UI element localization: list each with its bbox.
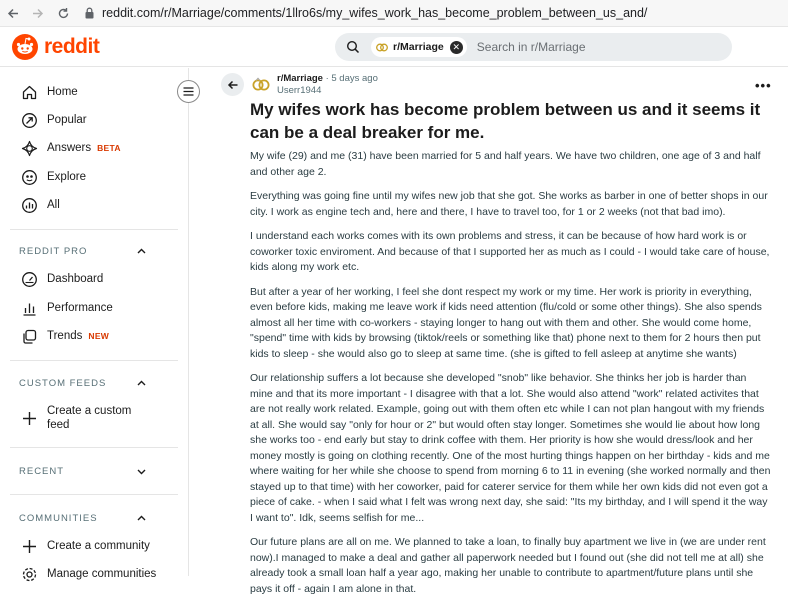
post-paragraph: Our future plans are all on me. We planned to take a loan, to finally buy apartment we live in (we are under rent now).I managed to make a deal and gather all paperwork needed but I found out (she did not tell me at all) she already took a small loan half a year ago, making her unable to contribute to apartment/future plans until she pays it off - again I am alone in that. [250,536,766,595]
sidebar-item-answers-text [47,142,121,154]
reddit-logo[interactable] [12,34,99,60]
arrow-left-icon [227,79,239,91]
create-custom-feed-label [47,404,131,432]
all-icon [21,197,38,214]
collapse-sidebar-button[interactable] [177,80,200,103]
create-custom-feed-line2: feed [47,419,70,431]
sidebar-item-label: Dashboard [47,273,104,285]
home-icon [21,84,38,101]
sidebar-divider [10,229,178,230]
post-paragraph: I understand each works comes with its own problems and stress, it can be because of how hard work is or coworker toxic enviroment. And because of that I supported her as much as I could - I would take care of house, kids along my work etc. [250,230,770,273]
marriage-rings-icon [375,42,389,52]
address-bar[interactable] [84,6,647,20]
sidebar-item-explore[interactable] [0,163,189,191]
dashboard-gauge-icon [21,271,38,288]
reddit-snoo-icon [12,34,38,60]
explore-icon [21,169,38,186]
subreddit-name[interactable] [277,73,378,84]
sidebar-divider [10,360,178,361]
sidebar-item-label: Popular [47,114,87,126]
search-icon [346,40,360,54]
sidebar-item-home[interactable] [0,78,189,106]
sidebar-item-label: Explore [47,171,86,183]
browser-forward-icon[interactable] [28,4,46,22]
chevron-up-icon[interactable] [136,513,147,524]
section-recent[interactable] [0,459,189,483]
search-bar[interactable] [335,33,732,61]
sidebar-item-performance[interactable] [0,294,189,322]
create-community-button[interactable] [0,532,189,560]
plus-icon [21,538,38,555]
popular-icon [21,112,38,129]
sidebar-divider [10,447,178,448]
post-time: · 5 days ago [325,73,378,84]
section-communities[interactable] [0,506,189,530]
reddit-wordmark: reddit [44,35,100,58]
sidebar-item-popular[interactable] [0,106,189,134]
left-sidebar [0,68,189,580]
sidebar-item-label: All [47,199,60,211]
sidebar-item-all[interactable] [0,191,189,219]
plus-icon [21,410,38,427]
chevron-down-icon[interactable] [136,466,147,477]
bar-chart-icon [21,300,38,317]
beta-badge: BETA [97,143,121,153]
post-body [250,149,772,606]
sidebar-divider [10,494,178,495]
trends-icon [21,328,38,345]
search-input[interactable]: Search in r/Marriage [476,40,586,54]
sidebar-item-label: Answers [47,142,92,154]
browser-reload-icon[interactable] [54,4,72,22]
sidebar-item-dashboard[interactable] [0,265,189,293]
answers-icon [21,140,38,157]
section-reddit-pro[interactable] [0,239,189,263]
section-custom-feeds[interactable] [0,371,189,395]
sidebar-item-answers[interactable] [0,134,189,162]
search-chip-label: r/Marriage [393,41,444,53]
gear-icon [21,566,38,583]
section-title: REDDIT PRO [19,245,88,257]
sidebar-item-trends[interactable] [0,322,189,350]
sidebar-item-label: Home [47,86,78,98]
chevron-up-icon[interactable] [136,246,147,257]
post-author[interactable]: Userr1944 [277,85,322,96]
sidebar-item-label: Create a community [47,540,150,552]
section-title: CUSTOM FEEDS [19,377,107,389]
back-button[interactable] [221,73,244,96]
subreddit-avatar[interactable] [250,77,272,91]
manage-communities-button[interactable] [0,560,189,588]
url-text: reddit.com/r/Marriage/comments/1llro6s/my_wifes_work_has_become_problem_between_us_and/ [102,6,648,20]
chevron-up-icon[interactable] [136,378,147,389]
sidebar-item-label: Manage communities [47,568,157,580]
post-title: My wifes work has become problem between us and it seems it can be a deal breaker for me. [250,100,761,142]
create-custom-feed-line1: Create a custom [47,405,132,417]
sidebar-item-trends-text [47,330,109,342]
hamburger-icon [183,87,194,96]
sidebar-item-label: Trends [47,330,83,342]
post-paragraph: But after a year of her working, I feel she dont respect my work or my time. Her work is priority in everything, even before kids, making me leave work if kids need attention (flu/cold or some other things). She also spends almost all her time with co-workers - staying longer to hang out with them and other. She would come home, "spend" time with kids by browsing (tiktok/reels or something like that) phone next to them for 2 hours then put kids to sleep - she would also go to sleep at same time. (she is gifted to fell asleep at anytime she wants) [250,285,762,360]
subreddit-link[interactable]: r/Marriage [277,73,323,84]
new-badge: NEW [88,331,110,341]
lock-icon [84,7,95,19]
create-custom-feed-button[interactable] [0,402,189,434]
post-paragraph: Our relationship suffers a lot because she developed "snob" like behavior. She thinks her job is harder than mine and that its more important - I disagree with that a lot. She would also attend "work" related activites that are not really work related. Example, going out with them often etc while I can not plan hangout with my friends at all. She would say "only for hour or 2" but would often stay longer. Sometimes she would lie about how long she works too - end early but stay to drink coffee with them. Her priority is how she would dress/look and her money mostly is going on clothing recently. One of the most hurting things happen on her birthday - kids and me where waiting for her while she choose to spend from morning 6 to 11 in evening (she worked normally and then stayed up to that time) with her coworker, paid for caterer service for them while her own kids did not even got a piece of cake. - when I said what I felt was wrong next day, she said: "Its my birthday, and I will spend it the way I want to". Idk, seems selfish for me... [250,372,771,524]
sidebar-item-label: Performance [47,302,113,314]
post-paragraph: My wife (29) and me (31) have been married for 5 and half years. We have two children, one age of 3 and half and other age 2. [250,150,761,178]
clear-chip-icon[interactable]: ✕ [450,41,463,54]
browser-back-icon[interactable] [4,4,22,22]
browser-toolbar [0,0,788,27]
more-options-icon[interactable]: ••• [755,78,772,93]
section-title: COMMUNITIES [19,512,98,524]
site-header [0,27,788,67]
post-paragraph: Everything was going fine until my wifes new job that she got. She works as barber in one of better shops in our city. I work as engine tech and, here and there, I have to travel too, for 1 or 2 weeks (not that bad imo). [250,190,768,218]
search-community-chip[interactable] [371,37,467,57]
section-title: RECENT [19,465,65,477]
